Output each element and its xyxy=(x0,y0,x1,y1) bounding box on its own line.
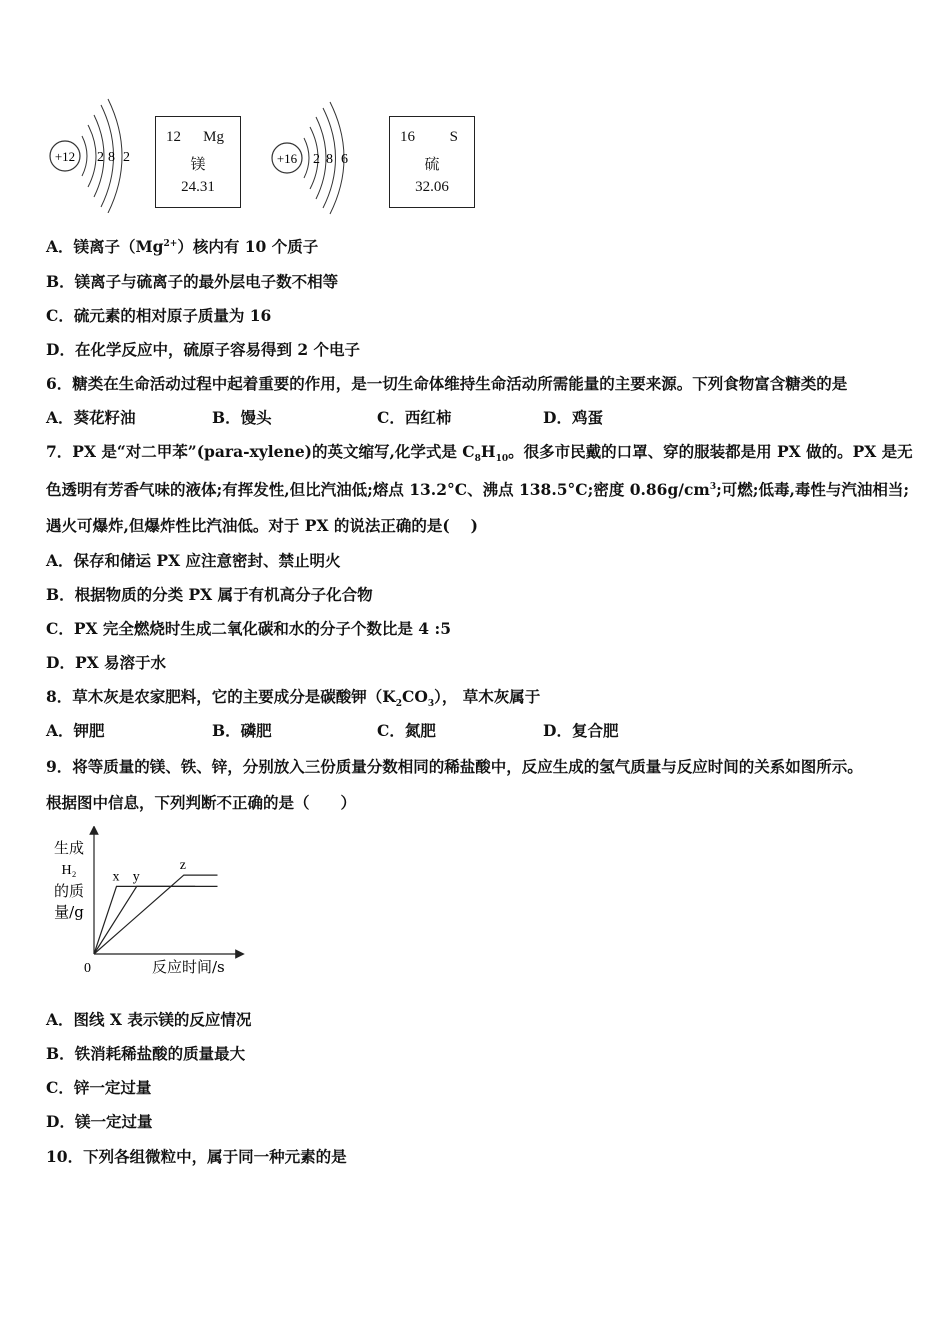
x-axis-label: 反应时间/s xyxy=(152,958,225,976)
q8-stem: 8．草木灰是农家肥料，它的主要成分是碳酸钾$(K_2CO_3)$， 草木灰属于 xyxy=(46,687,541,710)
element-symbol: S xyxy=(449,129,458,145)
atom-diagram-mg xyxy=(46,95,146,213)
q6-option-a: A．葵花籽油 xyxy=(46,408,136,427)
shell-electrons: 8 xyxy=(108,150,115,165)
hydrogen-mass-chart xyxy=(46,826,246,980)
element-symbol: Mg xyxy=(203,129,224,145)
q9-option-b: B．铁消耗稀盐酸的质量最大 xyxy=(46,1044,246,1063)
origin-label: 0 xyxy=(84,961,91,976)
y-label-line: 生成 xyxy=(53,839,85,857)
shell-electrons: 2 xyxy=(97,150,104,165)
shell-electrons: 2 xyxy=(313,152,320,167)
element-card-s xyxy=(389,116,475,208)
q6-option-c: C．西红柿 xyxy=(377,408,452,427)
q7-stem-line2: 色透明有芳香气味的液体;有挥发性,但比汽油低;熔点 13.2°C、沸点 138.5°C;密度 $0.86g/cm^3$;可燃;低毒,毒性与汽油相当; xyxy=(46,480,910,499)
q7-stem-line1: 7．PX 是“对二甲苯”(para-xylene)的英文缩写,化学式是 $C_8H_{10}$。很多市民戴的口罩、穿的服装都是用 PX 做的。PX 是无 xyxy=(46,442,913,465)
atomic-mass: 24.31 xyxy=(181,179,215,195)
atom-diagram-s xyxy=(268,100,368,218)
q7-option-c: C．PX 完全燃烧时生成二氧化碳和水的分子个数比是 4 :5 xyxy=(46,619,451,638)
shell-electrons: 8 xyxy=(326,152,333,167)
q8-option-a: A．钾肥 xyxy=(46,721,105,740)
q9-option-a: A．图线 X 表示镁的反应情况 xyxy=(46,1010,252,1029)
q9-stem-line2: 根据图中信息，下列判断不正确的是（ ） xyxy=(46,793,357,812)
series-line-x xyxy=(94,886,195,954)
y-label-line: 量/g xyxy=(54,903,84,921)
shell-electrons: 2 xyxy=(123,150,130,165)
q8-option-d: D．复合肥 xyxy=(543,721,619,740)
y-label-line: H₂ xyxy=(61,863,77,878)
series-label-z: z xyxy=(179,858,187,874)
element-card-mg xyxy=(155,116,241,208)
q5-option-a: A．镁离子$(Mg^{2+})$核内有 10 个质子 xyxy=(46,237,319,256)
series-label-y: y xyxy=(132,869,140,885)
element-name: 硫 xyxy=(424,157,440,173)
q7-option-b: B．根据物质的分类 PX 属于有机高分子化合物 xyxy=(46,585,373,604)
q9-stem-line1: 9．将等质量的镁、铁、锌，分别放入三份质量分数相同的稀盐酸中，反应生成的氢气质量与反应时间的关系如图所示。 xyxy=(46,757,863,776)
q5-option-c: C．硫元素的相对原子质量为 16 xyxy=(46,306,272,325)
atomic-mass: 32.06 xyxy=(415,179,449,195)
atomic-number: 16 xyxy=(400,129,415,145)
q7-stem-line3: 遇火可爆炸,但爆炸性比汽油低。对于 PX 的说法正确的是( ) xyxy=(46,516,478,535)
q6-option-b: B．馒头 xyxy=(212,408,272,427)
q9-option-d: D．镁一定过量 xyxy=(46,1112,153,1131)
q5-option-d: D．在化学反应中，硫原子容易得到 2 个电子 xyxy=(46,340,361,359)
shell-electrons: 6 xyxy=(341,152,348,167)
q6-option-d: D．鸡蛋 xyxy=(543,408,603,427)
series-label-x: x xyxy=(112,869,120,885)
q9-option-c: C．锌一定过量 xyxy=(46,1078,152,1097)
q10-stem: 10．下列各组微粒中，属于同一种元素的是 xyxy=(46,1147,347,1166)
nucleus-charge: +12 xyxy=(54,149,76,164)
q8-option-c: C．氮肥 xyxy=(377,721,436,740)
q6-stem: 6．糖类在生命活动过程中起着重要的作用，是一切生命体维持生命活动所需能量的主要来源。下列食物富含糖类的是 xyxy=(46,374,848,393)
q7-option-a: A．保存和储运 PX 应注意密封、禁止明火 xyxy=(46,551,341,570)
q7-option-d: D．PX 易溶于水 xyxy=(46,653,167,672)
atomic-number: 12 xyxy=(166,129,181,145)
element-name: 镁 xyxy=(190,157,206,173)
q8-option-b: B．磷肥 xyxy=(212,721,272,740)
nucleus-charge: +16 xyxy=(276,151,298,166)
y-label-line: 的质 xyxy=(53,882,85,900)
q5-option-b: B．镁离子与硫离子的最外层电子数不相等 xyxy=(46,272,339,291)
